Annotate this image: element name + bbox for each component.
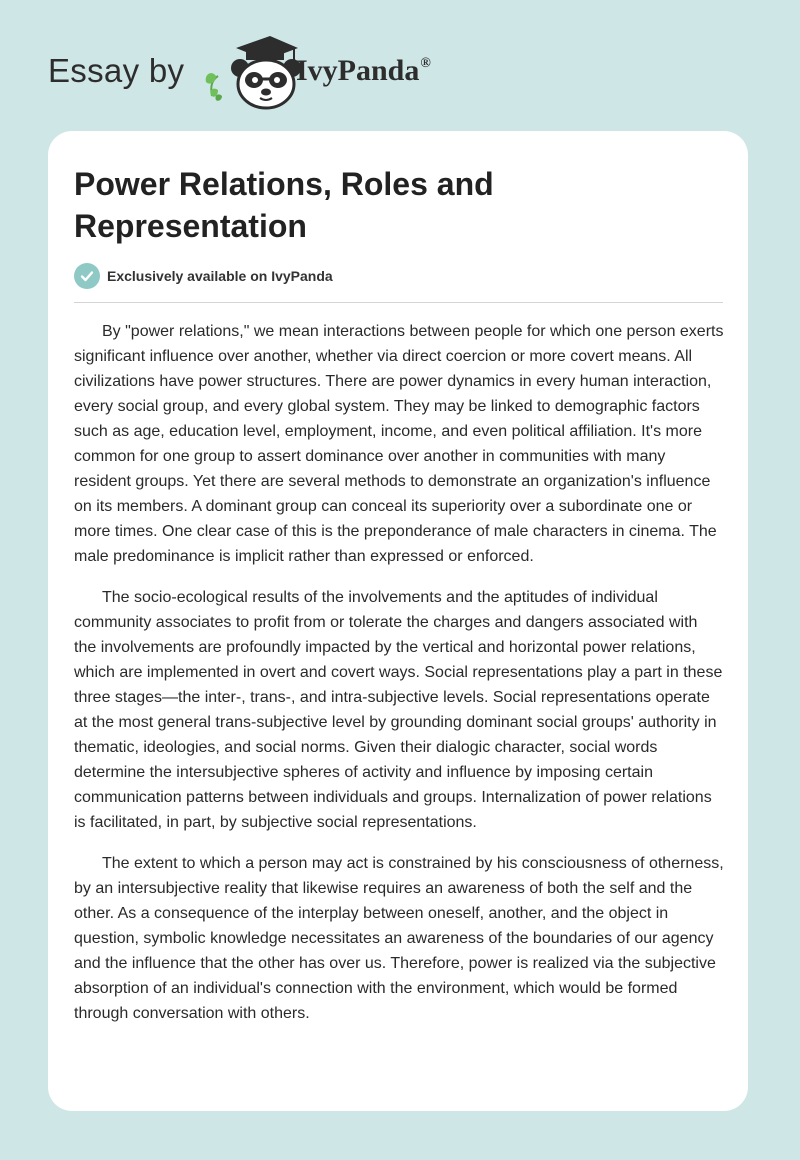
exclusive-badge-label: Exclusively available on IvyPanda <box>107 268 333 284</box>
exclusive-badge <box>74 263 333 289</box>
paragraph: The socio-ecological results of the involvements and the aptitudes of individual community associates to profit from or tolerate the charges and dangers associated with the involvements are profoundly impacted by the vertical and horizontal power relations, which are implemented in overt and covert ways. Social representations play a part in these three stages—the inter-, trans-, and intra-subjective levels. Social representations operate at the most general trans-subjective level by grounding dominant social groups' authority in thematic, ideologies, and social norms. Given their dialogic character, social words determine the intersubjective spheres of activity and influence by imposing certain communication patterns between individuals and groups. Internalization of power relations is facilitated, in part, by subjective social representations. <box>74 589 723 831</box>
essay-body <box>74 319 724 1042</box>
check-icon <box>74 263 100 289</box>
paragraph: By "power relations," we mean interactions between people for which one person exerts significant influence over another, whether via direct coercion or more covert means. All civilizations have power structures. There are power dynamics in every human interaction, every social group, and every global system. They may be linked to demographic factors such as age, education level, employment, income, and even political affiliation. It's more common for one group to assert dominance over another in communities with many resident groups. Yet there are several methods to demonstrate an organization's influence on its members. A dominant group can conceal its superiority over a subordinate one or more times. One clear case of this is the preponderance of male characters in cinema. The male predominance is implicit rather than expressed or enforced. <box>74 323 724 565</box>
site-header <box>48 34 748 114</box>
page-title: Power Relations, Roles and Representation <box>74 166 494 244</box>
paragraph: The extent to which a person may act is constrained by his consciousness of otherness, by an intersubjective reality that likewise requires an awareness of both the self and the other. As a consequence of the interplay between oneself, another, and the object in question, symbolic knowledge necessitates an awareness of the boundaries of our agency and the influence that the other has over us. Therefore, power is realized via the subjective absorption of an individual's connection with the environment, which would be formed through conversation with others. <box>74 855 724 1022</box>
essay-card <box>48 131 748 1111</box>
panda-logo-icon[interactable] <box>198 34 302 110</box>
essay-by-label: Essay by <box>48 52 185 89</box>
brand-name[interactable]: IvyPanda® <box>296 54 431 87</box>
divider <box>74 302 723 303</box>
registered-mark: ® <box>420 56 431 71</box>
